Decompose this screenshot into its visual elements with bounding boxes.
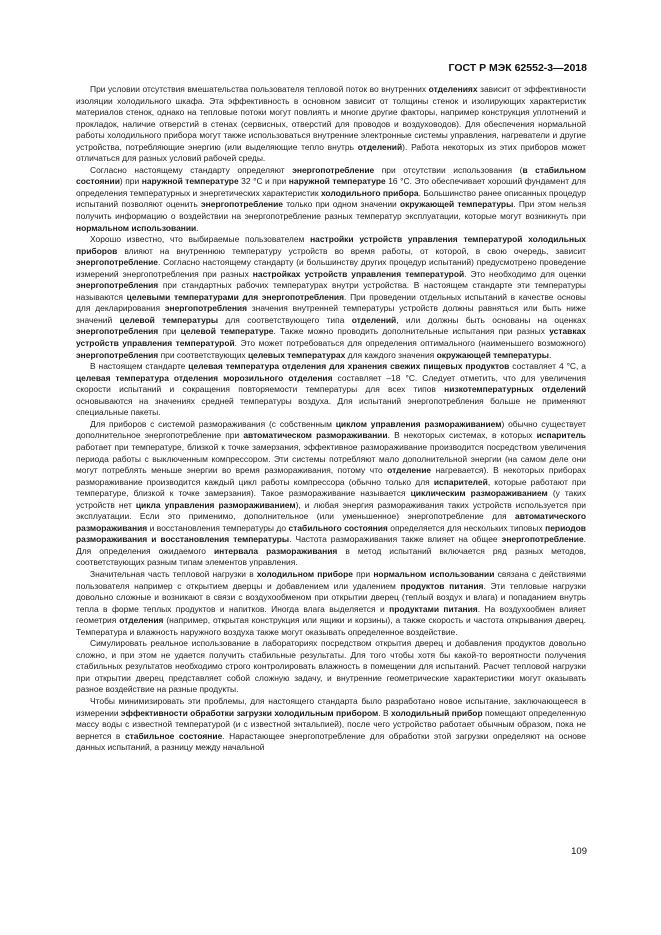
text-run: . Частота размораживания также влияет на общее [289, 534, 502, 545]
text-run: При условии отсутствия вмешательства пользователя тепловой поток во внутренних [90, 84, 429, 94]
text-run: 16 °C. Это обеспечивает хороший фундамент для определения температурных и энергетических характеристик [76, 176, 587, 198]
text-run: составляет –18 °C. Следует отметить, что для увеличения скорости испытаний и сокращения повторяемости температуры для всех типов [76, 372, 586, 395]
text-run: Симулировать реальное использование в лабораториях посредством открытия дверец и добавления продуктов довольно сложно, и при этом не удается получить стабильные результаты. Для того чтобы хотя бы какой-то вероятности получения стабильных результатов необходимо строго контролировать влажность в помещении для испытаний. Расчет тепловой нагрузки при открытии дверец представляет собой сложную задачу, и внутренние геометрические характеристики могут оказывать разное воздействие на разные продукты. [76, 638, 586, 695]
text-run: . Это необходимо для оценки [464, 268, 586, 279]
text-run: для соответствующего типа [218, 314, 352, 325]
text-run: , или должны быть основаны на оценках [396, 314, 586, 325]
defined-term: нормальном использовании [76, 222, 197, 233]
text-run: . Это может потребоваться для определения оптимального (наименьшего возможного) [234, 338, 586, 349]
defined-term: энергопотребление [292, 164, 375, 175]
defined-term: автоматическом размораживании [243, 430, 388, 441]
paragraph-7 [76, 638, 586, 696]
text-run: ) обычно существует дополнительное энергопотребление при [76, 418, 587, 441]
text-run: . [549, 349, 552, 360]
text-run: . [196, 222, 199, 233]
defined-term: автоматического размораживания [76, 511, 586, 533]
defined-term: холодильном приборе [256, 568, 353, 579]
text-run: при отсутствии использования ( [374, 164, 523, 175]
defined-term: холодильного прибора [320, 187, 419, 198]
text-run: зависит от эффективности изоляции холодильного шкафа. Эта эффективность в основном зависит от толщины стенок и изолирующих характеристик материалов стенок, однако на тепловые потоки могут повлиять и многие другие факторы, например конструкция уплотнений и прокладок, наличие отверстий в стенах (сервисных, отверстий для проводов и воздуховодов). Для обеспечения нормальной работы холодильного прибора могут также использоваться внутренние электронные системы управления, нагреватели и другие устройства, потребляющие энергию (или выделяющие тепло внутрь [76, 84, 586, 152]
defined-term: отделениях [428, 84, 478, 94]
defined-term: циклом управления размораживанием [335, 418, 502, 429]
text-run: и восстановления температуры до [147, 522, 289, 533]
text-run: . Согласно настоящему стандарту (и большинству других процедур испытаний) предусмотрено проведение измерений энергопотребления при разных [76, 257, 586, 279]
document-body [76, 84, 586, 754]
page-number: 109 [571, 846, 587, 857]
defined-term: целевая температура отделения морозильного отделения [76, 372, 333, 383]
defined-term: окружающей температуры [436, 349, 549, 360]
defined-term: продуктов питания [400, 580, 484, 591]
defined-term: стабильного состояния [288, 522, 388, 533]
text-run: Для приборов с системой размораживания (с собственным [90, 418, 336, 429]
defined-term: в стабильном состоянии [76, 164, 587, 187]
text-run: . Нарастающее энергопотребление для обработки этой загрузки определяют на основе данных испытаний, а разницу между начальной [76, 730, 586, 753]
standard-header: ГОСТ Р МЭК 62552-3—2018 [448, 62, 587, 74]
defined-term: энергопотребление [201, 199, 283, 210]
defined-term: окружающей температуры [399, 199, 514, 210]
text-run: работает при температуре, близкой к точке замерзания, эффективное размораживание производится посредством увеличения периода работы с выключенным компрессором. Эти системы потребляют мало дополнительной энергии (на самом деле они могут потреблять меньше энергии во время размораживания, потому что [76, 441, 586, 476]
text-run: определяется для нескольких типовых [387, 522, 546, 533]
defined-term: энергопотребления [76, 349, 159, 360]
paragraph-2 [76, 165, 586, 234]
text-run: . При проведении отдельных испытаний в качестве основы для декларирования [76, 291, 586, 314]
defined-term: целевая температура отделения для хранения свежих пищевых продуктов [188, 361, 510, 372]
text-run: В настоящем стандарте [90, 361, 189, 372]
text-run: ), и любая энергия размораживания таких устройств используется при эксплуатации. Если это применимо, дополнительное (или уменьшенное) энергопотребление для [76, 499, 586, 522]
text-run: Значительная часть тепловой нагрузки в [90, 568, 257, 579]
text-run: основываются на значениях средней температуры воздуха. Для испытаний энергопотребления больше не применяют специальные пакеты. [76, 395, 586, 418]
text-run: 32 °C и при [238, 176, 289, 187]
defined-term: циклическим размораживанием [410, 488, 548, 499]
text-run: . Эти тепловые нагрузки довольно сложные и возникают в связи с воздухообменом при открытии дверец (теплый воздух и влага) и попаданием внутрь тепла в форме теплых продуктов и напитков. Иногда влага выделяется и [76, 580, 586, 614]
defined-term: настройках устройств управления температурой [252, 268, 465, 279]
text-run: при стандартных рабочих температурах внутри устройства. В настоящем стандарте эти температуры называются [76, 280, 586, 302]
text-run: . В некоторых системах, в которых [387, 430, 537, 441]
defined-term: энергопотребление [76, 257, 158, 268]
text-run: . Также можно проводить дополнительные испытания при разных [273, 326, 550, 337]
text-run: значения внутренней температуры устройств должны равняться или быть ниже значений [76, 303, 586, 325]
text-run: . При этом нельзя получить информацию о воздействии на энергопотребление разных температур эксплуатации, которые могут возникнуть при [76, 199, 587, 222]
defined-term: стабильное состояние [124, 730, 223, 741]
defined-term: холодильный прибор [390, 707, 483, 718]
defined-term: нормальном использовании [373, 568, 495, 579]
defined-term: отделение [387, 465, 432, 476]
defined-term: целевой температуре [180, 326, 274, 337]
text-run: влияют на внутреннюю температуру устройств во время работы, от которой, в свою очередь, зависит [117, 245, 586, 256]
defined-term: отделений [357, 141, 403, 152]
defined-term: периодов размораживания и восстановления температуры [76, 522, 586, 545]
text-run: помещают определенную массу воды с известной температурой (и с известной энтальпией), после чего устройство работает обычным образом, пока не вернется в [76, 707, 587, 741]
paragraph-1 [76, 84, 586, 165]
defined-term: интервала размораживания [213, 545, 338, 556]
text-run: Согласно настоящему стандарту определяют [90, 164, 293, 175]
text-run: составляет 4 °C, а [509, 361, 586, 372]
defined-term: испаритель [536, 430, 586, 441]
defined-term: эффективности обработки загрузки холодильным прибором [120, 707, 379, 718]
paragraph-3 [76, 234, 586, 361]
text-run: . В [378, 707, 391, 718]
defined-term: целевых температурах [247, 349, 346, 360]
defined-term: отделений [351, 314, 397, 325]
text-run: связана с действиями пользователя например с открытием дверцы и добавлением или удалением [76, 568, 586, 591]
text-run: . Большинство ранее описанных процедур испытаний позволяют оценить [76, 187, 586, 210]
text-run: для каждого значения [345, 349, 437, 360]
defined-term: низкотемпературных отделений [444, 384, 587, 395]
defined-term: энергопотребления [164, 303, 248, 314]
defined-term: энергопотребления [76, 280, 159, 291]
text-run: при [352, 568, 374, 579]
text-run: нагревается). В некоторых приборах размораживание производится каждый цикл работы компрессора (обычно только для [76, 465, 586, 487]
text-run: при [158, 326, 181, 337]
text-run: , которые работают при температуре, близкой к точке замерзания). Такое размораживание называется [76, 476, 586, 499]
text-run: в метод испытаний включается ряд разных методов, соответствующих разным типам элементов управления. [76, 545, 587, 568]
paragraph-4 [76, 361, 586, 419]
text-run: (у таких устройств нет [76, 488, 586, 510]
defined-term: энергопотребление [501, 534, 584, 545]
defined-term: наружной температуре [141, 176, 239, 187]
defined-term: отделения [119, 615, 164, 626]
text-run: Чтобы минимизировать эти проблемы, для настоящего стандарта было разработано новое испытание, заключающееся в измерении [76, 695, 586, 718]
text-run: только при одном значении [282, 199, 400, 210]
text-run: ) при [119, 176, 142, 187]
paragraph-8 [76, 696, 586, 754]
text-run: . На воздухообмен влияет геометрия [76, 603, 586, 626]
defined-term: испарителей [433, 476, 488, 487]
paragraph-6 [76, 569, 586, 638]
defined-term: целевыми температурами для энергопотребления [126, 291, 345, 302]
defined-term: наружной температуре [288, 176, 386, 187]
text-run: ). Работа некоторых из этих приборов может отличаться для разных условий рабочей среды. [76, 141, 587, 164]
defined-term: уставках устройств управления температурой [76, 326, 586, 349]
defined-term: настройки устройств управления температурой холодильных приборов [76, 234, 586, 256]
defined-term: продуктами питания [389, 603, 478, 614]
text-run: (например, открытая конструкция или ящики и корзины), а также скорость и частота открывания дверец. Температура и влажность наружного воздуха также могут оказывать определенное воздействие. [76, 615, 586, 637]
defined-term: целевой температуры [119, 314, 219, 325]
text-run: . Для определения ожидаемого [76, 534, 586, 556]
text-run: при соответствующих [158, 349, 248, 360]
defined-term: цикла управления размораживанием [135, 499, 296, 510]
defined-term: энергопотребления [76, 326, 159, 337]
text-run: Хорошо известно, что выбираемые пользователем [90, 234, 311, 245]
paragraph-5 [76, 419, 586, 569]
